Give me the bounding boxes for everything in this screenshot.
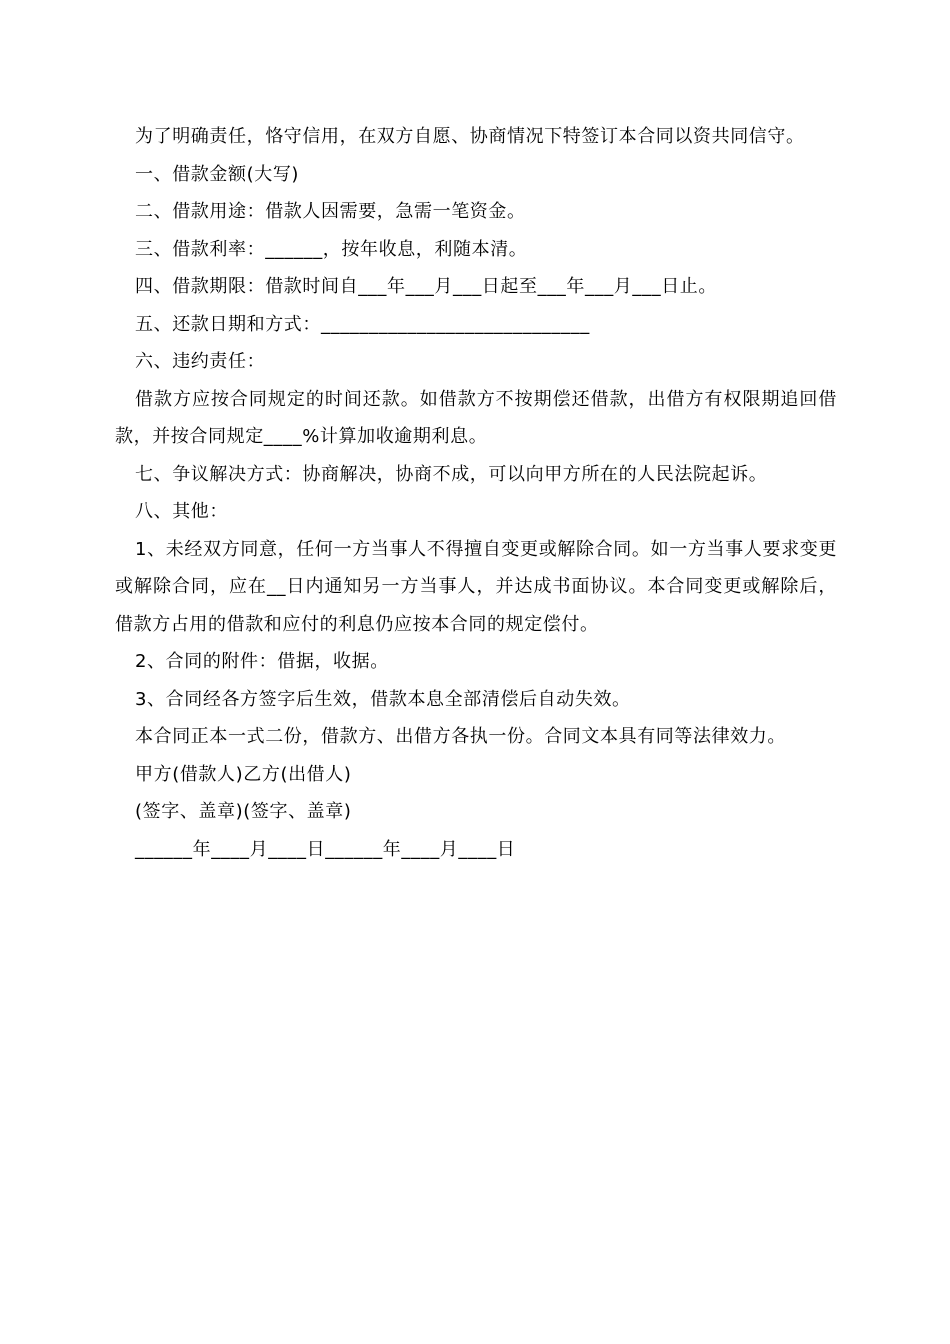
signature-line: (签字、盖章)(签字、盖章): [135, 801, 352, 822]
clause-liability-heading: 六、违约责任：: [135, 351, 266, 372]
copies-statement: 本合同正本一式二份，借款方、出借方各执一份。合同文本具有同等法律效力。: [135, 726, 786, 747]
clause-other-item-1: 1、未经双方同意，任何一方当事人不得擅自变更或解除合同。如一方当事人要求变更或解除合同，应在__日内通知另一方当事人，并达成书面协议。本合同变更或解除后，借款方占用的借款和应付的利息仍应按本合同的规定偿付。: [115, 538, 837, 635]
clause-liability-text: 借款方应按合同规定的时间还款。如借款方不按期偿还借款，出借方有权限期追回借款，并按合同规定____%计算加收逾期利息。: [115, 388, 837, 447]
clause-loan-term: 四、借款期限：借款时间自___年___月___日起至___年___月___日止。: [135, 276, 717, 297]
clause-other-heading: 八、其他：: [135, 501, 228, 522]
clause-other-item-2: 2、合同的附件：借据，收据。: [135, 651, 389, 672]
clause-other-item-3: 3、合同经各方签字后生效，借款本息全部清偿后自动失效。: [135, 688, 631, 710]
date-line: ______年____月____日______年____月____日: [135, 838, 516, 860]
clause-loan-amount: 一、借款金额(大写): [135, 163, 300, 185]
contract-body: [115, 118, 837, 868]
parties-line: 甲方(借款人)乙方(出借人): [135, 763, 352, 785]
clause-dispute-resolution: 七、争议解决方式：协商解决，协商不成，可以向甲方所在的人民法院起诉。: [135, 463, 768, 485]
clause-interest-rate: 三、借款利率：______，按年收息，利随本清。: [135, 238, 528, 260]
clause-repayment: 五、还款日期和方式：____________________________: [135, 313, 590, 335]
clause-loan-purpose: 二、借款用途：借款人因需要，急需一笔资金。: [135, 201, 526, 222]
preamble-paragraph: 为了明确责任，恪守信用，在双方自愿、协商情况下特签订本合同以资共同信守。: [135, 126, 805, 147]
